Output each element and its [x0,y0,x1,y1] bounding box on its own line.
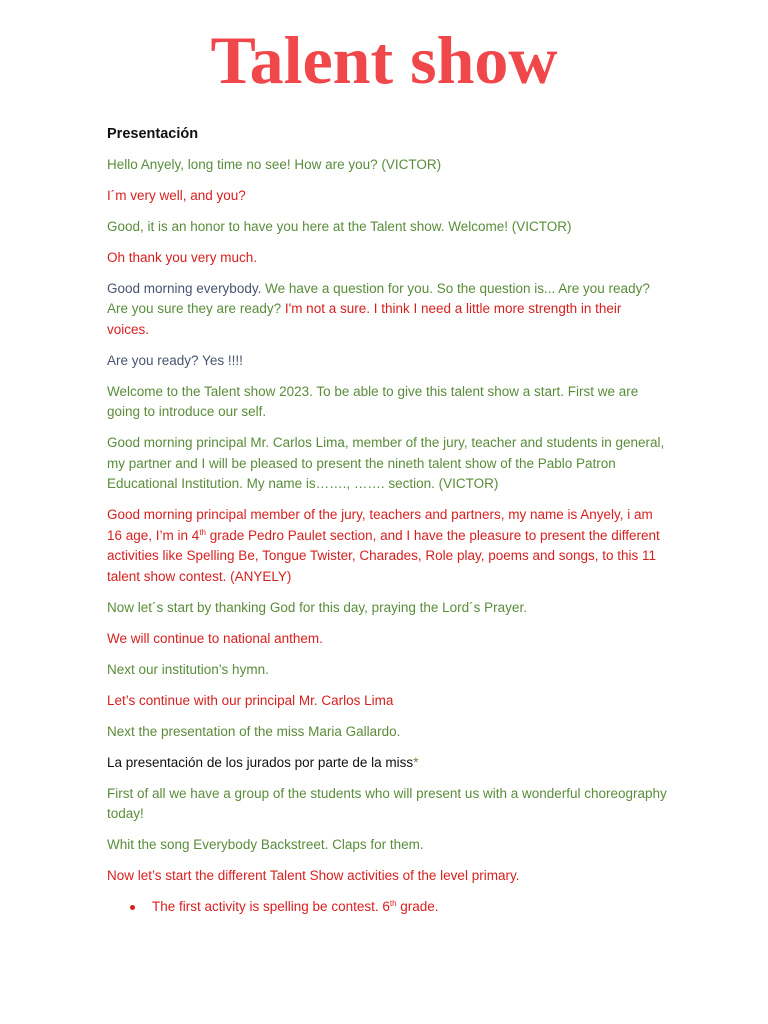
line-principal: Let’s continue with our principal Mr. Carlos Lima [107,692,394,708]
line-prayer: Now let´s start by thanking God for this day, praying the Lord´s Prayer. [107,599,527,615]
section-heading: Presentación [107,126,199,142]
bullet-icon [130,905,135,910]
line-anyely-reply: I´m very well, and you? [107,187,246,203]
document-body [107,124,667,928]
list-item-spelling: The first activity is spelling be contest. 6th grade. [107,897,667,918]
line-question-answer: I'm not a sure. I think I need a little more strength in their voices. [107,301,622,337]
line-anyely-intro: Good morning principal member of the jury, teachers and partners, my name is Anyely, i am 16 age, I’m in 4th grade Pedro Paulet section, and I have the pleasure to present the different activities like Spelling Be, Tongue Twister, Charades, Role play, poems and songs, to this 11 talent show contest. (ANYELY) [107,507,660,584]
line-anthem: We will continue to national anthem. [107,630,323,646]
line-anyely-thanks: Oh thank you very much. [107,249,258,265]
line-victor-greeting: Hello Anyely, long time no see! How are you? (VICTOR) [107,156,442,172]
line-hymn: Next our institution’s hymn. [107,661,269,677]
line-jurados: La presentación de los jurados por parte de la miss* [107,754,419,770]
line-welcome-2023: Welcome to the Talent show 2023. To be able to give this talent show a start. First we are going to introduce our self. [107,383,639,419]
line-song: Whit the song Everybody Backstreet. Claps for them. [107,837,424,852]
line-question-greeting: Good morning everybody. [107,280,262,296]
line-victor-intro: Good morning principal Mr. Carlos Lima, member of the jury, teacher and students in general, my partner and I will be pleased to present the nineth talent show of the Pablo Patron Educational Institution. My name is……., ……. section. (VICTOR) [107,435,665,491]
line-question-body: We have a question for you. So the question is... Are you ready? Are you sure they are ready? [107,280,650,316]
line-question [107,279,667,341]
line-are-you-ready: Are you ready? Yes !!!! [107,352,243,368]
line-victor-welcome: Good, it is an honor to have you here at the Talent show. Welcome! (VICTOR) [107,218,572,234]
line-miss-gallardo: Next the presentation of the miss Maria Gallardo. [107,723,401,739]
line-choreography: First of all we have a group of the students who will present us with a wonderful choreography today! [107,785,667,821]
document-title: Talent show [210,22,558,98]
line-activities-start: Now let’s start the different Talent Show activities of the level primary. [107,868,520,883]
